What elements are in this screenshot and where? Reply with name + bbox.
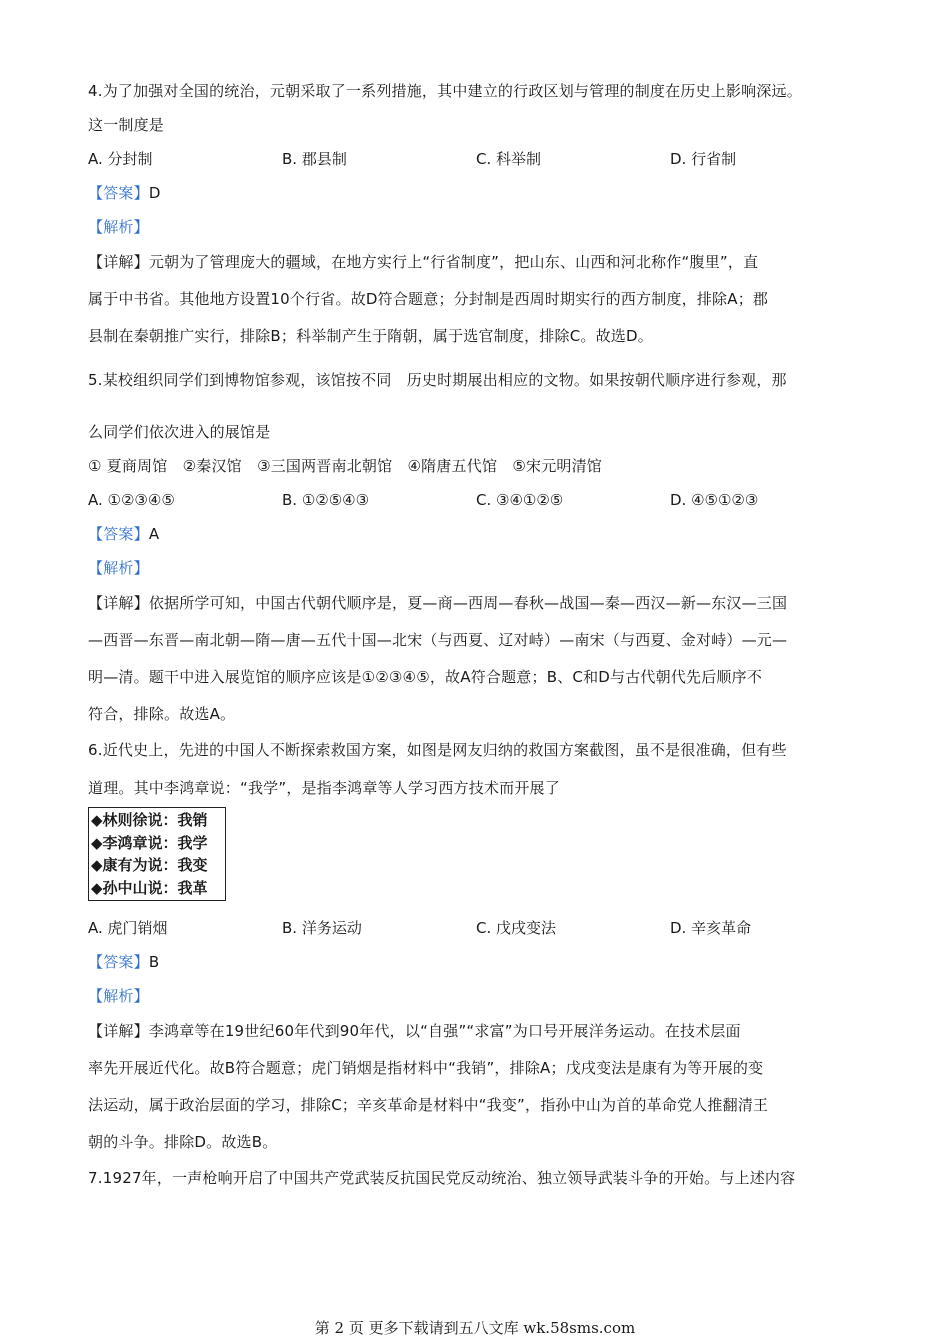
analysis-line [88, 979, 868, 1013]
analysis-line [88, 551, 868, 585]
detail-text: 率先开展近代化。故B符合题意；虎门销烟是指材料中“我销”，排除A；戊戌变法是康有为等开展的变 [88, 1059, 764, 1077]
quote-image-box [88, 807, 226, 901]
answer-options [88, 911, 868, 945]
answer-tag: 【答案】 [88, 184, 149, 202]
option-c: C. 戊戌变法 [476, 919, 557, 937]
option-a: A. ①②③④⑤ [88, 491, 175, 509]
detail-tag: 【详解】 [88, 253, 149, 271]
option-d: D. 行省制 [670, 150, 737, 168]
question-5 [88, 363, 868, 733]
question-stem: 这一制度是 [88, 116, 165, 134]
detail-text: 依据所学可知，中国古代朝代顺序是，夏—商—西周—春秋—战国—秦—西汉—新—东汉—三国 [148, 594, 788, 612]
quote-line: ◆李鸿章说：我学 [91, 833, 208, 852]
hall-list: ① 夏商周馆 ②秦汉馆 ③三国两晋南北朝馆 ④隋唐五代馆 ⑤宋元明清馆 [88, 457, 603, 475]
detail-paragraph [88, 244, 868, 355]
detail-text: 李鸿章等在19世纪60年代到90年代，以“自强”“求富”为口号开展洋务运动。在技术层面 [148, 1022, 741, 1040]
option-b: B. ①②⑤④③ [282, 491, 370, 509]
detail-text: 明—清。题干中进入展览馆的顺序应该是①②③④⑤，故A符合题意；B、C和D与古代朝代先后顺序不 [88, 668, 763, 686]
detail-text: 符合，排除。故选A。 [88, 705, 236, 723]
answer-tag: 【答案】 [88, 953, 149, 971]
analysis-line [88, 210, 868, 244]
answer-line [88, 517, 868, 551]
detail-tag: 【详解】 [88, 594, 149, 612]
detail-text: 属于中书省。其他地方设置10个行省。故D符合题意；分封制是西周时期实行的西方制度，排除A；郡 [88, 290, 769, 308]
option-b: B. 洋务运动 [282, 919, 362, 937]
question-stem: 么同学们依次进入的展馆是 [88, 423, 271, 441]
detail-paragraph [88, 1013, 868, 1161]
answer-line [88, 176, 868, 210]
answer-options [88, 483, 868, 517]
document-body [88, 74, 868, 1195]
answer-value: D [148, 184, 161, 202]
quote-line: ◆孙中山说：我革 [91, 878, 208, 897]
option-c: C. ③④①②⑤ [476, 491, 564, 509]
analysis-tag: 【解析】 [88, 218, 149, 236]
detail-text: —西晋—东晋—南北朝—隋—唐—五代十国—北宋（与西夏、辽对峙）—南宋（与西夏、金对峙）—元— [88, 631, 788, 649]
question-stem: 5.某校组织同学们到博物馆参观，该馆按不同 历史时期展出相应的文物。如果按朝代顺序进行参观，那 [88, 371, 787, 389]
question-stem: 6.近代史上，先进的中国人不断探索救国方案，如图是网友归纳的救国方案截图，虽不是很准确，但有些 [88, 741, 787, 759]
question-stem: 4.为了加强对全国的统治，元朝采取了一系列措施，其中建立的行政区划与管理的制度在历史上影响深远。 [88, 82, 802, 100]
option-a: A. 分封制 [88, 150, 153, 168]
option-a: A. 虎门销烟 [88, 919, 168, 937]
question-4 [88, 74, 868, 355]
question-6 [88, 733, 868, 1161]
detail-text: 法运动，属于政治层面的学习，排除C；辛亥革命是材料中“我变”，指孙中山为首的革命党人推翻清王 [88, 1096, 769, 1114]
option-c: C. 科举制 [476, 150, 542, 168]
option-d: D. 辛亥革命 [670, 919, 752, 937]
answer-value: A [148, 525, 160, 543]
detail-tag: 【详解】 [88, 1022, 149, 1040]
answer-line [88, 945, 868, 979]
answer-value: B [148, 953, 160, 971]
option-b: B. 郡县制 [282, 150, 347, 168]
quote-line: ◆康有为说：我变 [91, 856, 208, 874]
option-d: D. ④⑤①②③ [670, 491, 759, 509]
answer-tag: 【答案】 [88, 525, 149, 543]
detail-text: 朝的斗争。排除D。故选B。 [88, 1133, 278, 1151]
detail-paragraph [88, 585, 868, 733]
question-7 [88, 1161, 868, 1195]
answer-options [88, 142, 868, 176]
question-stem: 7.1927年，一声枪响开启了中国共产党武装反抗国民党反动统治、独立领导武装斗争的开始。与上述内容 [88, 1169, 796, 1187]
quote-line: ◆林则徐说：我销 [91, 811, 208, 829]
page-footer: 第 2 页 更多下载请到五八文库 wk.58sms.com [314, 1319, 636, 1337]
detail-text: 元朝为了管理庞大的疆域，在地方实行上“行省制度”，把山东、山西和河北称作“腹里”，直 [148, 253, 759, 271]
analysis-tag: 【解析】 [88, 987, 149, 1005]
analysis-tag: 【解析】 [88, 559, 149, 577]
detail-text: 县制在秦朝推广实行，排除B；科举制产生于隋朝，属于选官制度，排除C。故选D。 [88, 327, 653, 345]
question-stem: 道理。其中李鸿章说：“我学”，是指李鸿章等人学习西方技术而开展了 [88, 779, 560, 797]
